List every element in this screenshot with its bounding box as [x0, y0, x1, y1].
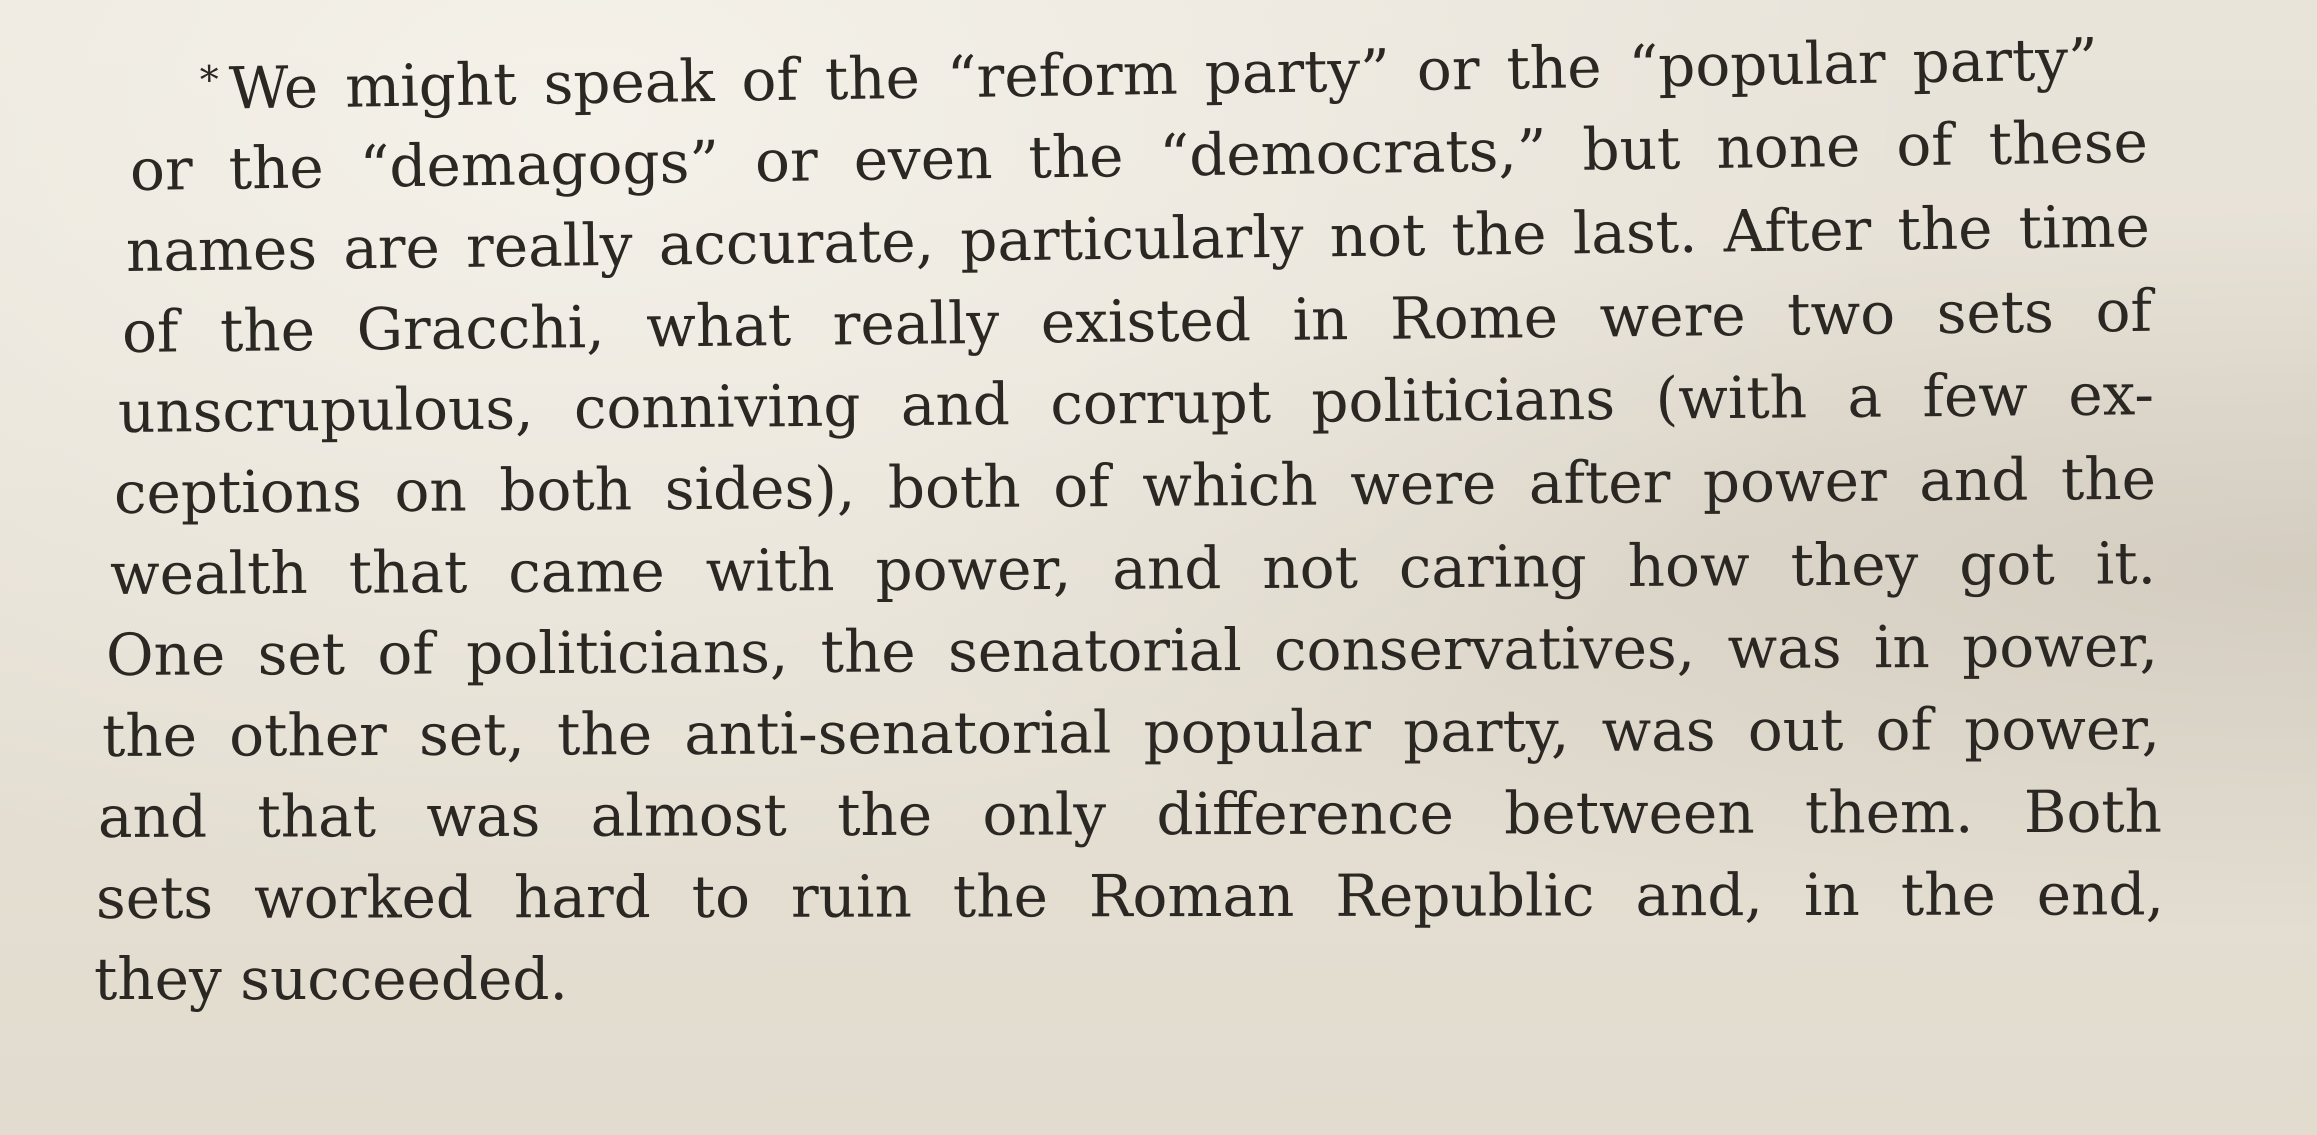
footnote-line-11: sets worked hard to ruin the Roman Republic and, in the end,	[95, 860, 2165, 932]
footnote-line-1-text: We might speak of the “reform party” or the “popular party”	[228, 25, 2099, 123]
footnote-line-8: One set of politicians, the senatorial conservatives, was in power,	[105, 612, 2159, 689]
footnote-line-12: they succeeded.	[94, 945, 568, 1013]
footnote-asterisk: *	[199, 57, 220, 102]
footnote-line-9: the other set, the anti-senatorial popular party, was out of power,	[101, 694, 2161, 770]
footnote-line-10: and that was almost the only difference between them. Both	[97, 777, 2163, 851]
footnote-line-3: names are really accurate, particularly not the last. After the time	[125, 192, 2151, 285]
footnote-line-6: ceptions on both sides), both of which were after power and the	[113, 444, 2157, 527]
footnote-line-2: or the “demagogs” or even the “democrats,” but none of these	[129, 107, 2149, 204]
footnote-line-4: of the Gracchi, what really existed in Rome were two sets of	[121, 276, 2153, 366]
footnote-line-7: wealth that came with power, and not caring how they got it.	[109, 529, 2157, 608]
footnote-line-5: unscrupulous, conniving and corrupt politicians (with a few ex-	[117, 360, 2155, 446]
